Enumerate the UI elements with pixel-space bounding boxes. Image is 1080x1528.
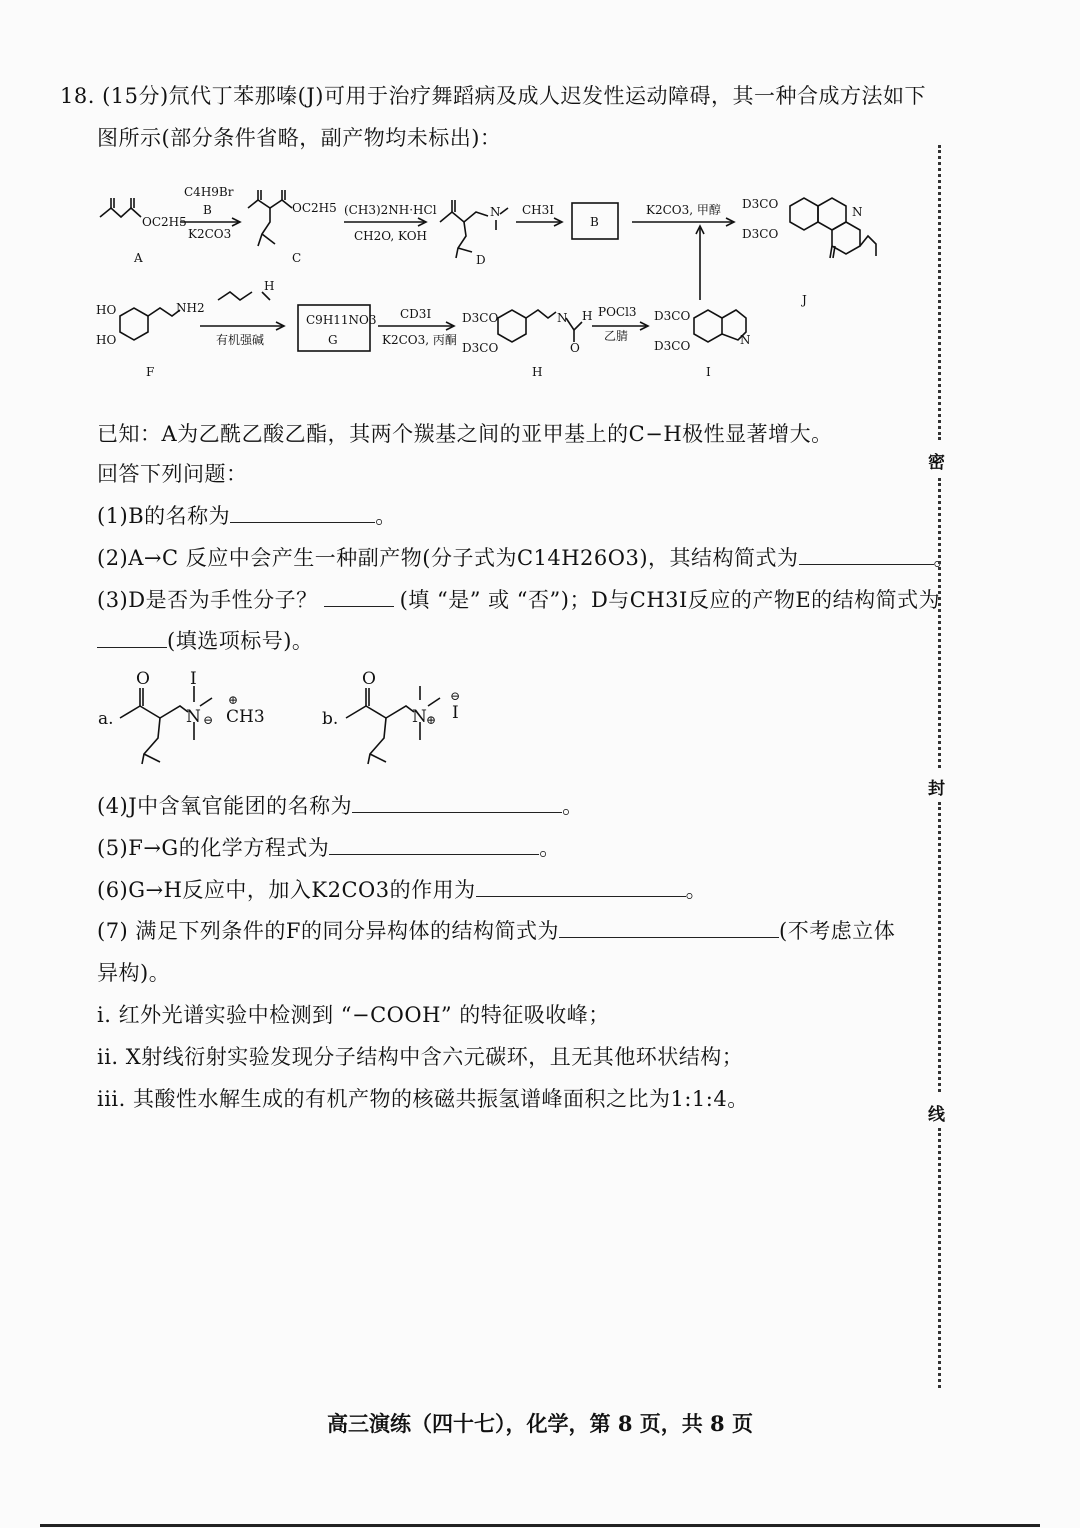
answer-prompt: 回答下列问题： [97, 462, 248, 486]
q3-text-1: (3)D是否为手性分子？ [97, 588, 318, 612]
box-g-label: G [328, 333, 338, 347]
q7-text: (7) 满足下列条件的F的同分异构体的结构简式为 [97, 919, 559, 943]
group-ho-f2: HO [96, 333, 117, 347]
compound-d-skeleton [440, 212, 488, 222]
label-h: H [532, 365, 543, 379]
condition-iii: iii. 其酸性水解生成的有机产物的核磁共振氢谱峰面积之比为1:1:4。 [97, 1087, 749, 1111]
question-2 [97, 542, 955, 572]
reagent-fg: 有机强碱 [216, 333, 265, 347]
reagent-hi-top: POCl3 [598, 305, 637, 319]
q2-end: 。 [933, 546, 956, 570]
question-4 [97, 790, 584, 820]
known-info: 已知：A为乙酰乙酸乙酯，其两个羰基之间的亚甲基上的C−H极性显著增大。 [97, 422, 833, 446]
q6-text: (6)G→H反应中，加入K2CO3的作用为 [97, 878, 476, 902]
box-g-formula: C9H11NO3 [306, 313, 377, 327]
reagent-ac-mid: B [203, 203, 212, 217]
option-a-n: N [186, 707, 201, 727]
seal-char-xian: 线 [928, 1105, 945, 1125]
label-d: D [476, 253, 486, 267]
compound-c-skeleton [248, 200, 292, 208]
q6-end: 。 [685, 878, 708, 902]
q3-text-3: (填选项标号)。 [167, 629, 314, 653]
group-d3co-i2: D3CO [654, 339, 691, 353]
q4-answer-blank[interactable] [352, 792, 562, 813]
reagent-cd-top: (CH3)2NH·HCl [344, 203, 437, 217]
condition-ii: ii. X射线衍射实验发现分子结构中含六元碳环，且无其他环状结构； [97, 1045, 744, 1069]
group-h-fg: H [264, 279, 275, 293]
seal-dotted-line-1 [938, 145, 941, 440]
label-a: A [134, 251, 143, 265]
option-a-label: a. [98, 709, 114, 729]
q7-answer-blank[interactable] [559, 917, 779, 938]
seal-char-feng: 封 [928, 779, 945, 799]
question-3 [97, 584, 940, 614]
q1-end: 。 [375, 504, 397, 528]
page-footer: 高三演练（四十七），化学，第 8 页，共 8 页 [327, 1411, 753, 1436]
compound-h-ring [498, 310, 526, 342]
group-oc2h5-c: OC2H5 [292, 201, 337, 215]
reagent-gh-top: CD3I [400, 307, 432, 321]
question-7 [97, 915, 895, 945]
option-a-charge-pos: ⊕ [228, 693, 239, 707]
group-d3co-h2: D3CO [462, 341, 499, 355]
question-title-line1: 18. (15分)氘代丁苯那嗪(J)可用于治疗舞蹈病及成人迟发性运动障碍，其一种合成方法如下 [60, 84, 926, 108]
q2-text: (2)A→C 反应中会产生一种副产物(分子式为C14H26O3)，其结构简式为 [97, 546, 799, 570]
box-b-label: B [590, 215, 599, 229]
q4-text: (4)J中含氧官能团的名称为 [97, 794, 353, 818]
group-d3co-i1: D3CO [654, 309, 691, 323]
label-c: C [292, 251, 302, 265]
option-a-ch3: CH3 [226, 707, 265, 727]
option-b-charge-pos: ⊕ [426, 713, 437, 727]
option-a-charge-neg: ⊖ [203, 713, 214, 727]
seal-dotted-line-4 [938, 1128, 941, 1388]
option-b-n: N [412, 707, 427, 727]
reagent-de: CH3I [522, 203, 555, 217]
question-1 [97, 500, 397, 530]
compound-f-ring [120, 308, 148, 340]
q5-end: 。 [539, 836, 561, 860]
question-6 [97, 874, 707, 904]
seal-char-mi: 密 [928, 453, 945, 473]
q1-text: (1)B的名称为 [97, 504, 231, 528]
synthesis-scheme [0, 0, 1080, 400]
condition-i: i. 红外光谱实验中检测到 “−COOH” 的特征吸收峰； [97, 1003, 610, 1027]
q3-option-blank[interactable] [97, 627, 167, 648]
group-oc2h5-a: OC2H5 [142, 215, 187, 229]
compound-a-skeleton [100, 208, 141, 217]
question-7-cont: 异构)。 [97, 961, 171, 985]
option-a-o: O [136, 669, 150, 689]
reagent-ac-top: C4H9Br [184, 185, 234, 199]
q6-answer-blank[interactable] [476, 876, 686, 897]
option-structures [0, 660, 600, 780]
reagent-gh-bot: K2CO3, 丙酮 [382, 333, 457, 347]
q1-answer-blank[interactable] [230, 502, 375, 523]
group-d3co-j1: D3CO [742, 197, 779, 211]
q5-text: (5)F→G的化学方程式为 [97, 836, 330, 860]
question-title-line2: 图所示(部分条件省略，副产物均未标出)： [97, 126, 502, 150]
group-n-i: N [740, 333, 751, 347]
group-h-h: H [582, 309, 593, 323]
seal-dotted-line-2 [938, 478, 941, 768]
compound-i-ring [694, 310, 722, 342]
group-n-d: N [490, 205, 501, 219]
reagent-cd-bot: CH2O, KOH [354, 229, 427, 243]
seal-dotted-line-3 [938, 802, 941, 1092]
option-a-i: I [190, 669, 197, 689]
group-d3co-j2: D3CO [742, 227, 779, 241]
group-d3co-h1: D3CO [462, 311, 499, 325]
group-o-h: O [570, 341, 580, 355]
compound-j-benzene [790, 198, 818, 230]
label-f: F [146, 365, 155, 379]
reagent-ac-bot: K2CO3 [188, 227, 232, 241]
option-b-i: I [452, 703, 459, 723]
question-3-cont [97, 625, 313, 655]
q5-answer-blank[interactable] [329, 834, 539, 855]
option-b-label: b. [322, 709, 339, 729]
reagent-ej: K2CO3, 甲醇 [646, 203, 721, 217]
q3-chiral-blank[interactable] [324, 586, 394, 607]
label-j: J [802, 293, 807, 307]
reagent-hi-bot: 乙腈 [604, 329, 629, 343]
q7-end: (不考虑立体 [779, 919, 896, 943]
label-i: I [706, 365, 711, 379]
group-ho-f1: HO [96, 303, 117, 317]
q2-answer-blank[interactable] [799, 544, 934, 565]
group-n-j: N [852, 205, 863, 219]
group-n-h: N [557, 311, 568, 325]
question-5 [97, 832, 561, 862]
option-b-o: O [362, 669, 376, 689]
option-b-charge-neg: ⊖ [450, 689, 461, 703]
bottom-rule [40, 1524, 1040, 1527]
group-nh2-f: NH2 [176, 301, 205, 315]
q3-text-2: (填 “是” 或 “否”)；D与CH3I反应的产物E的结构简式为 [399, 588, 941, 612]
q4-end: 。 [562, 794, 584, 818]
